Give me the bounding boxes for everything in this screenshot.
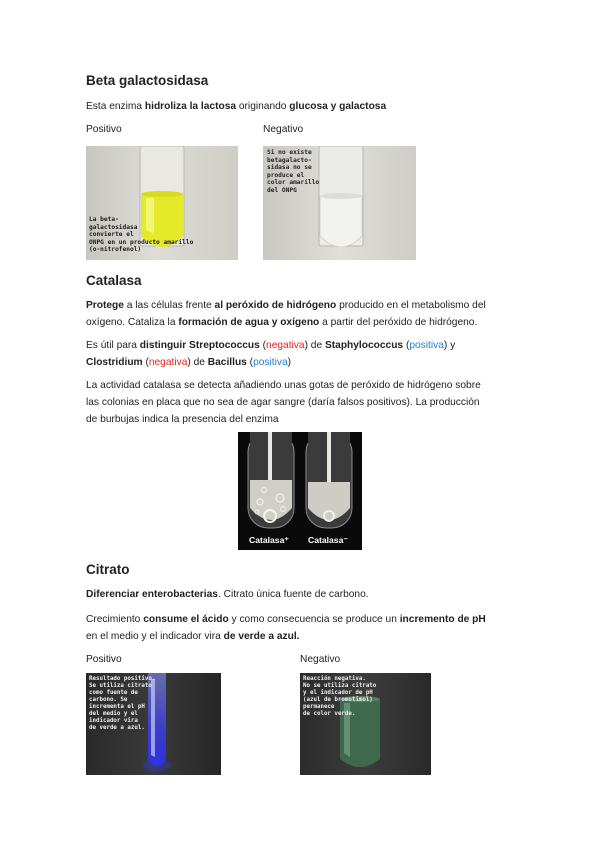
beta-negative-caption: Si no existe betagalacto- sidasa no se produce el color amarillo del ONPG	[267, 149, 320, 194]
catalasa-photo	[238, 432, 362, 550]
beta-positive-photo	[86, 146, 238, 260]
citrato-negative-caption: Reacción negativa. No se utiliza citrato y el indicador de pH (azul de bromotimol) permanece de color verde.	[303, 676, 377, 717]
citrato-paragraph-2: Crecimiento consume el ácido y como consecuencia se produce un incremento de pH en el medio y el indicador vira de verde a azul.	[86, 614, 486, 642]
catalasa-paragraph-2: Es útil para distinguir Streptococcus (negativa) de Staphylococcus (positiva) y Clostridium (negativa) de Bacillus (positiva)	[86, 340, 456, 368]
citrato-label-negative: Negativo	[300, 654, 341, 665]
beta-label-positive: Positivo	[86, 124, 122, 135]
section-title-beta: Beta galactosidasa	[86, 73, 209, 88]
citrato-label-positive: Positivo	[86, 654, 122, 665]
beta-positive-caption: La beta- galactosidasa convierte el ONPG en un producto amarillo (o-nitrofenol)	[89, 216, 194, 254]
citrato-positive-caption: Resultado positivo. Se utiliza citrato como fuente de carbono. Se incrementa el pH del medio y el indicador vira de verde a azul.	[89, 676, 156, 731]
citrato-paragraph-1: Diferenciar enterobacterias. Citrato única fuente de carbono.	[86, 589, 369, 600]
beta-label-negative: Negativo	[263, 124, 304, 135]
section-title-citrato: Citrato	[86, 562, 130, 577]
beta-description: Esta enzima hidroliza la lactosa originando glucosa y galactosa	[86, 101, 387, 112]
section-title-catalasa: Catalasa	[86, 273, 142, 288]
catalasa-negative-label: Catalasa⁻	[308, 535, 348, 545]
catalase-tubes-illustration	[238, 432, 362, 550]
beta-negative-photo	[263, 146, 416, 260]
catalasa-paragraph-3: La actividad catalasa se detecta añadiendo unas gotas de peróxido de hidrógeno sobre las colonias en placa que no sea de agar sangre (daría falsos positivos). La producción de burbujas indica la presencia del enzima	[86, 380, 481, 425]
catalasa-positive-label: Catalasa⁺	[249, 535, 289, 545]
citrato-negative-photo	[300, 673, 431, 775]
catalasa-paragraph-1: Protege a las células frente al peróxido de hidrógeno producido en el metabolismo del oxígeno. Cataliza la formación de agua y oxígeno a partir del peróxido de hidrógeno.	[86, 300, 486, 328]
citrato-positive-photo	[86, 673, 221, 775]
